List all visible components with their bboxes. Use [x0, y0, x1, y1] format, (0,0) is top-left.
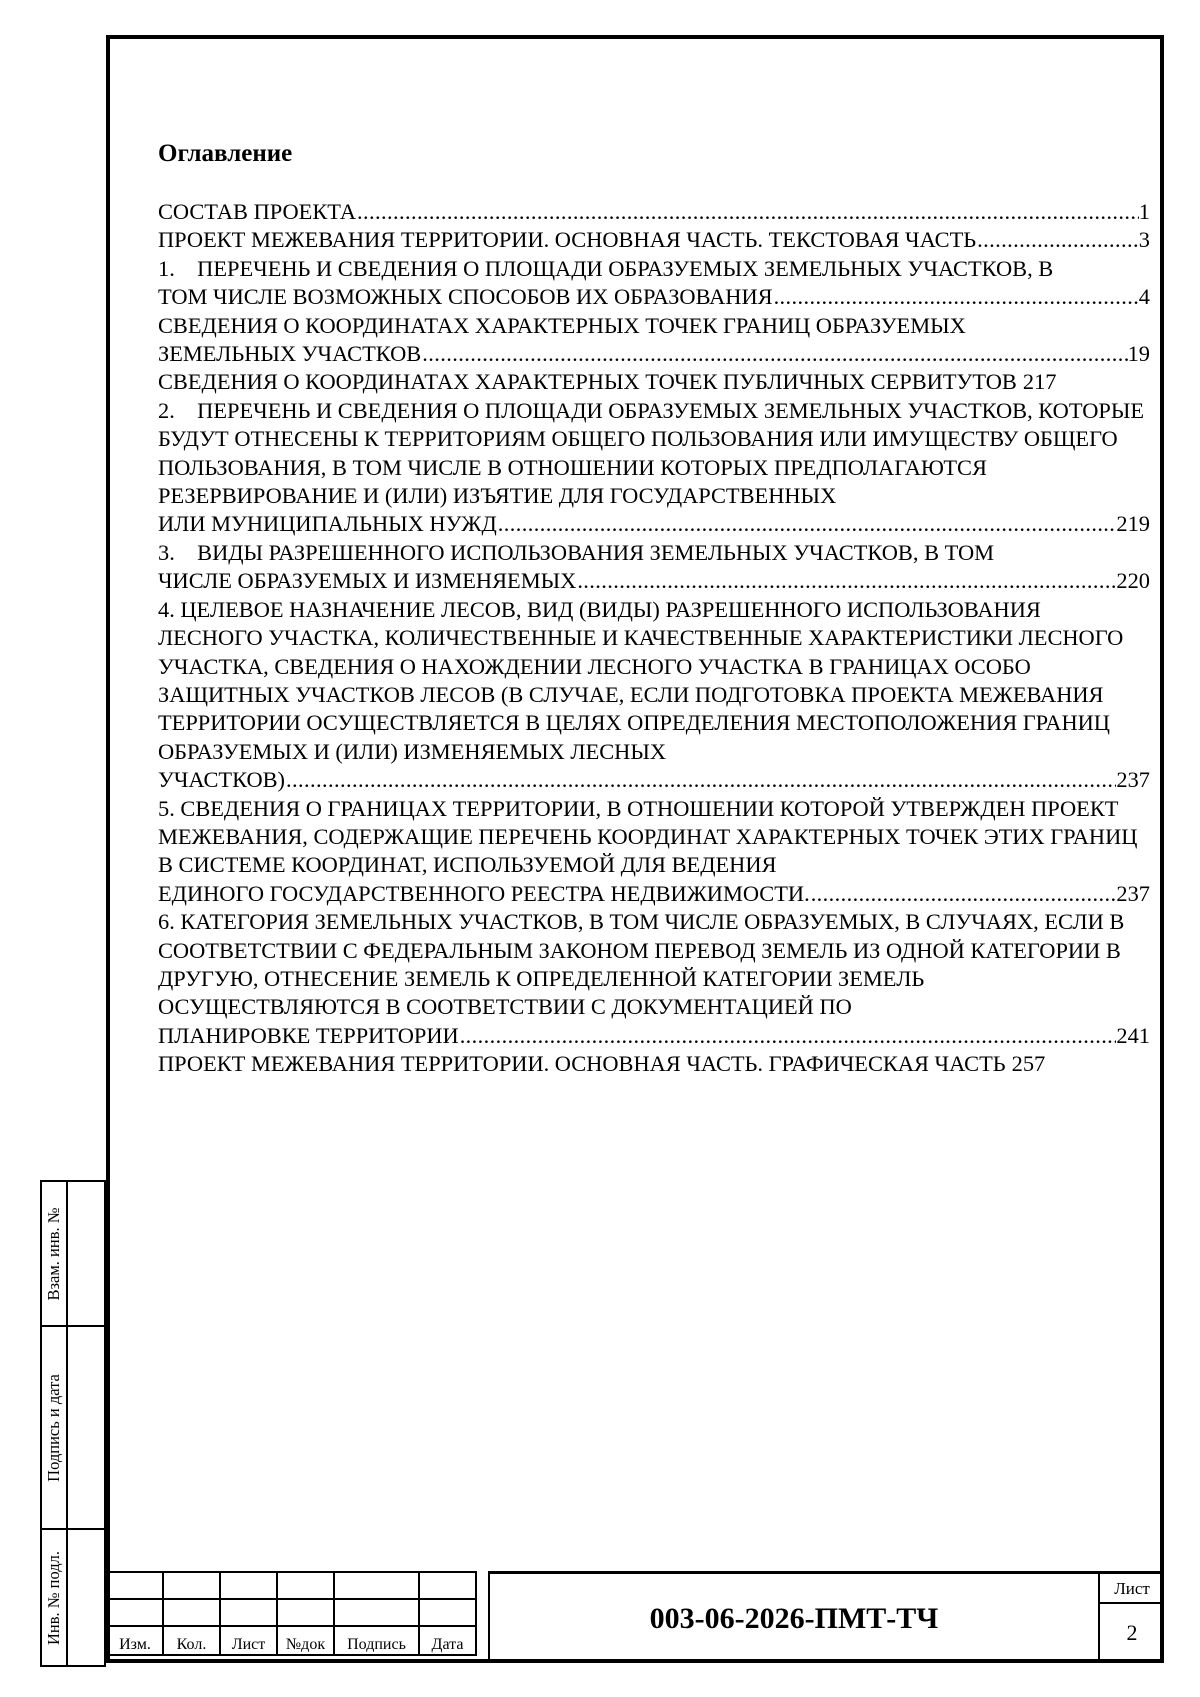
- toc-entry-text: ПРОЕКТ МЕЖЕВАНИЯ ТЕРРИТОРИИ. ОСНОВНАЯ ЧАСТЬ. ТЕКСТОВАЯ ЧАСТЬ: [158, 227, 977, 253]
- binding-value-cell: [67, 1326, 105, 1529]
- leader-dots: [459, 1022, 1117, 1050]
- binding-value-cell: [67, 1529, 105, 1666]
- revision-cell: [163, 1599, 220, 1626]
- leader-dots: [421, 340, 1127, 368]
- leader-dots: [773, 283, 1139, 311]
- title-block: [106, 1571, 1164, 1663]
- binding-cell: [41, 1181, 67, 1326]
- toc-entry-lead: 6. КАТЕГОРИЯ ЗЕМЕЛЬНЫХ УЧАСТКОВ, В ТОМ ЧИСЛЕ ОБРАЗУЕМЫХ, В СЛУЧАЯХ, ЕСЛИ В СООТВЕТСТВИИ С ФЕДЕРАЛЬНЫМ ЗАКОНОМ ПЕРЕВОД ЗЕМЕЛЬ ИЗ ОДНОЙ КАТЕГОРИИ В ДРУГУЮ, ОТНЕСЕНИЕ ЗЕМЕЛЬ К ОПРЕДЕЛЕННОЙ КАТЕГОРИИ ЗЕМЕЛЬ ОСУЩЕСТВЛЯЮТСЯ В СООТВЕТСТВИИ С ДОКУМЕНТАЦИЕЙ ПО: [158, 909, 1125, 1020]
- revision-cell: [163, 1572, 220, 1599]
- leader-dots: [576, 567, 1116, 595]
- toc-entry-text: ТОМ ЧИСЛЕ ВОЗМОЖНЫХ СПОСОБОВ ИХ ОБРАЗОВАНИЯ: [158, 284, 773, 310]
- toc-entry[interactable]: [158, 226, 1150, 254]
- toc-entry[interactable]: [158, 312, 1150, 369]
- toc-entry[interactable]: [158, 198, 1150, 226]
- sheet-box: [1098, 1571, 1164, 1663]
- toc-page-number: 237: [1116, 767, 1150, 793]
- toc-page-number: 19: [1127, 341, 1150, 367]
- sheet-number: 2: [1126, 1620, 1138, 1645]
- toc-entry-text: ИЛИ МУНИЦИПАЛЬНЫХ НУЖД: [158, 511, 497, 537]
- binding-label-signature-date: Подпись и дата: [43, 1373, 63, 1482]
- leader-dots: [976, 226, 1139, 254]
- toc-page-number: 241: [1116, 1022, 1150, 1048]
- column-header-sheet: Лист: [220, 1626, 277, 1655]
- binding-label-replacement-inv: Взам. инв. №: [43, 1207, 63, 1300]
- toc-entry-lead: 1. ПЕРЕЧЕНЬ И СВЕДЕНИЯ О ПЛОЩАДИ ОБРАЗУЕМЫХ ЗЕМЕЛЬНЫХ УЧАСТКОВ, В: [158, 255, 1054, 281]
- toc-entry[interactable]: [158, 397, 1150, 539]
- binding-strip: [40, 1180, 106, 1667]
- binding-cell: [41, 1326, 67, 1529]
- toc-entry-text: СОСТАВ ПРОЕКТА: [158, 199, 356, 224]
- toc-entry-lead: 3. ВИДЫ РАЗРЕШЕННОГО ИСПОЛЬЗОВАНИЯ ЗЕМЕЛЬНЫХ УЧАСТКОВ, В ТОМ: [158, 539, 995, 565]
- leader-dots: [497, 510, 1117, 538]
- table-of-contents: [158, 198, 1150, 1079]
- column-header-signature: Подпись: [334, 1626, 419, 1655]
- leader-dots: [285, 766, 1116, 794]
- toc-page-number: 257: [1011, 1051, 1046, 1077]
- column-header-date: Дата: [419, 1626, 476, 1655]
- toc-entry[interactable]: [158, 539, 1150, 596]
- binding-label-original-inv: Инв. № подл.: [43, 1550, 63, 1645]
- revision-cell: [277, 1572, 334, 1599]
- revision-cell: [334, 1572, 419, 1599]
- toc-entry[interactable]: [158, 368, 1150, 396]
- leader-dots: [356, 198, 1139, 226]
- toc-page-number: 4: [1138, 284, 1150, 310]
- toc-entry[interactable]: [158, 255, 1150, 312]
- revision-cell: [334, 1599, 419, 1626]
- sheet-label: Лист: [1100, 1574, 1164, 1604]
- toc-entry[interactable]: [158, 1050, 1150, 1078]
- revision-cell: [220, 1599, 277, 1626]
- binding-value-cell: [67, 1181, 105, 1326]
- toc-entry-text: ЗЕМЕЛЬНЫХ УЧАСТКОВ: [158, 341, 422, 367]
- toc-entry[interactable]: [158, 795, 1150, 909]
- toc-entry-text: ЧИСЛЕ ОБРАЗУЕМЫХ И ИЗМЕНЯЕМЫХ: [158, 568, 577, 594]
- toc-page-number: 219: [1116, 511, 1150, 537]
- toc-page-number: 3: [1138, 227, 1150, 253]
- leader-dots: [810, 880, 1117, 908]
- toc-entry-lead: 2. ПЕРЕЧЕНЬ И СВЕДЕНИЯ О ПЛОЩАДИ ОБРАЗУЕМЫХ ЗЕМЕЛЬНЫХ УЧАСТКОВ, КОТОРЫЕ БУДУТ ОТНЕСЕНЫ К ТЕРРИТОРИЯМ ОБЩЕГО ПОЛЬЗОВАНИЯ ИЛИ ИМУЩЕСТВУ ОБЩЕГО ПОЛЬЗОВАНИЯ, В ТОМ ЧИСЛЕ В ОТНОШЕНИИ КОТОРЫХ ПРЕДПОЛАГАЮТСЯ РЕЗЕРВИРОВАНИЕ И (ИЛИ) ИЗЪЯТИЕ ДЛЯ ГОСУДАРСТВЕННЫХ: [158, 397, 1145, 509]
- column-header-doc-number: №док: [277, 1626, 334, 1655]
- toc-page-number: 237: [1116, 880, 1150, 906]
- toc-page-number: 220: [1116, 568, 1150, 594]
- toc-entry-text: УЧАСТКОВ): [158, 767, 286, 793]
- revision-cell: [419, 1572, 476, 1599]
- document-code: 003-06-2026-ПМТ-ТЧ: [488, 1571, 1098, 1663]
- toc-entry-lead: СВЕДЕНИЯ О КООРДИНАТАХ ХАРАКТЕРНЫХ ТОЧЕК ГРАНИЦ ОБРАЗУЕМЫХ: [158, 312, 966, 338]
- column-header-change: Изм.: [107, 1626, 163, 1655]
- toc-page-number: 217: [1022, 369, 1057, 395]
- toc-entry-lead: 5. СВЕДЕНИЯ О ГРАНИЦАХ ТЕРРИТОРИИ, В ОТНОШЕНИИ КОТОРОЙ УТВЕРЖДЕН ПРОЕКТ МЕЖЕВАНИЯ, СОДЕРЖАЩИЕ ПЕРЕЧЕНЬ КООРДИНАТ ХАРАКТЕРНЫХ ТОЧЕК ЭТИХ ГРАНИЦ В СИСТЕМЕ КООРДИНАТ, ИСПОЛЬЗУЕМОЙ ДЛЯ ВЕДЕНИЯ: [158, 795, 1138, 878]
- revision-cell: [107, 1599, 163, 1626]
- toc-entry[interactable]: [158, 596, 1150, 795]
- toc-entry-text: СВЕДЕНИЯ О КООРДИНАТАХ ХАРАКТЕРНЫХ ТОЧЕК ПУБЛИЧНЫХ СЕРВИТУТОВ: [158, 369, 1017, 395]
- revision-cell: [220, 1572, 277, 1599]
- toc-entry-text: ЕДИНОГО ГОСУДАРСТВЕННОГО РЕЕСТРА НЕДВИЖИМОСТИ.: [158, 880, 810, 906]
- revision-cell: [419, 1599, 476, 1626]
- toc-title: Оглавление: [158, 140, 293, 167]
- binding-cell: [41, 1529, 67, 1666]
- toc-entry-text: ПЛАНИРОВКЕ ТЕРРИТОРИИ: [158, 1022, 459, 1048]
- toc-page-number: 1: [1138, 199, 1150, 224]
- toc-entry-lead: 4. ЦЕЛЕВОЕ НАЗНАЧЕНИЕ ЛЕСОВ, ВИД (ВИДЫ) РАЗРЕШЕННОГО ИСПОЛЬЗОВАНИЯ ЛЕСНОГО УЧАСТКА, КОЛИЧЕСТВЕННЫЕ И КАЧЕСТВЕННЫЕ ХАРАКТЕРИСТИКИ ЛЕСНОГО УЧАСТКА, СВЕДЕНИЯ О НАХОЖДЕНИИ ЛЕСНОГО УЧАСТКА В ГРАНИЦАХ ОСОБО ЗАЩИТНЫХ УЧАСТКОВ ЛЕСОВ (В СЛУЧАЕ, ЕСЛИ ПОДГОТОВКА ПРОЕКТА МЕЖЕВАНИЯ ТЕРРИТОРИИ ОСУЩЕСТВЛЯЕТСЯ В ЦЕЛЯХ ОПРЕДЕЛЕНИЯ МЕСТОПОЛОЖЕНИЯ ГРАНИЦ ОБРАЗУЕМЫХ И (ИЛИ) ИЗМЕНЯЕМЫХ ЛЕСНЫХ: [158, 596, 1124, 764]
- revision-cell: [277, 1599, 334, 1626]
- revision-cell: [107, 1572, 163, 1599]
- column-header-quantity: Кол.: [163, 1626, 220, 1655]
- toc-entry[interactable]: [158, 908, 1150, 1050]
- revision-grid: [106, 1571, 477, 1656]
- toc-entry-text: ПРОЕКТ МЕЖЕВАНИЯ ТЕРРИТОРИИ. ОСНОВНАЯ ЧАСТЬ. ГРАФИЧЕСКАЯ ЧАСТЬ: [158, 1051, 1006, 1077]
